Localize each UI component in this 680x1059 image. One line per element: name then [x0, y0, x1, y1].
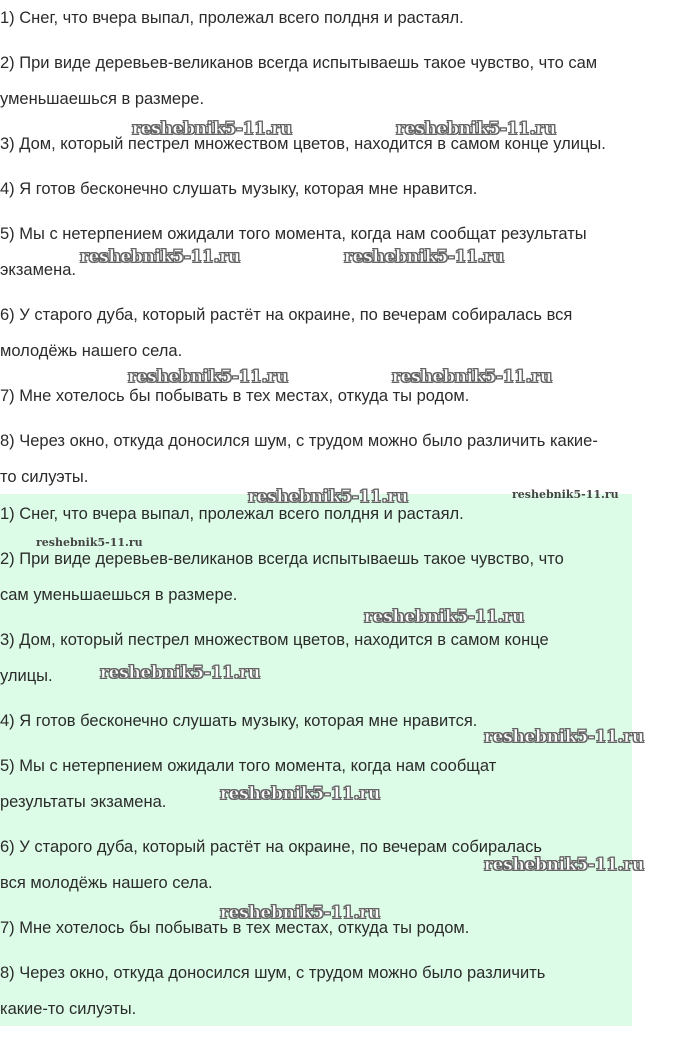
watermark: reshebnik5-11.ru — [364, 607, 524, 627]
watermark: reshebnik5-11.ru — [248, 487, 408, 507]
sentence-line: 1) Снег, что вчера выпал, пролежал всего полдня и растаял. — [0, 505, 464, 523]
sentence-line: 5) Мы с нетерпением ожидали того момента, когда нам сообщат — [0, 757, 497, 775]
watermark: reshebnik5-11.ru — [484, 727, 644, 747]
watermark: reshebnik5-11.ru — [132, 119, 292, 139]
sentence-line: 2) При виде деревьев-великанов всегда испытываешь такое чувство, что сам — [0, 54, 598, 72]
sentence-line: сам уменьшаешься в размере. — [0, 586, 238, 604]
sentence-line: 2) При виде деревьев-великанов всегда испытываешь такое чувство, что — [0, 550, 564, 568]
sentence-line: 1) Снег, что вчера выпал, пролежал всего полдня и растаял. — [0, 9, 464, 27]
sentence-line: 3) Дом, который пестрел множеством цветов, находится в самом конце — [0, 631, 549, 649]
sentence-line: уменьшаешься в размере. — [0, 90, 205, 108]
watermark: reshebnik5-11.ru — [100, 663, 260, 683]
sentence-line: 4) Я готов бесконечно слушать музыку, которая мне нравится. — [0, 180, 478, 198]
sentence-line: 4) Я готов бесконечно слушать музыку, которая мне нравится. — [0, 712, 478, 730]
sentence-line: 3) Дом, который пестрел множеством цветов, находится в самом конце улицы. — [0, 135, 606, 153]
sentence-line: 7) Мне хотелось бы побывать в тех местах, откуда ты родом. — [0, 919, 470, 937]
sentence-line: 6) У старого дуба, который растёт на окраине, по вечерам собиралась — [0, 838, 542, 856]
sentence-line: экзамена. — [0, 261, 76, 279]
watermark: reshebnik5-11.ru — [220, 903, 380, 923]
sentence-line: результаты экзамена. — [0, 793, 167, 811]
sentence-line: то силуэты. — [0, 468, 89, 486]
sentence-line: 5) Мы с нетерпением ожидали того момента, когда нам сообщат результаты — [0, 225, 587, 243]
watermark: reshebnik5-11.ru — [80, 247, 240, 267]
watermark-small: reshebnik5-11.ru — [512, 488, 619, 501]
watermark: reshebnik5-11.ru — [484, 855, 644, 875]
sentence-line: молодёжь нашего села. — [0, 342, 183, 360]
watermark: reshebnik5-11.ru — [220, 784, 380, 804]
sentence-line: какие-то силуэты. — [0, 1000, 137, 1018]
sentence-line: улицы. — [0, 667, 53, 685]
watermark-small: reshebnik5-11.ru — [36, 536, 143, 549]
sentences-block-answer — [0, 494, 632, 1026]
sentence-line: вся молодёжь нашего села. — [0, 874, 213, 892]
sentence-line: 6) У старого дуба, который растёт на окраине, по вечерам собиралась вся — [0, 306, 573, 324]
watermark: reshebnik5-11.ru — [392, 367, 552, 387]
sentence-line: 8) Через окно, откуда доносился шум, с трудом можно было различить — [0, 964, 546, 982]
watermark: reshebnik5-11.ru — [396, 119, 556, 139]
watermark: reshebnik5-11.ru — [344, 247, 504, 267]
sentence-line: 7) Мне хотелось бы побывать в тех местах, откуда ты родом. — [0, 387, 470, 405]
watermark: reshebnik5-11.ru — [128, 367, 288, 387]
sentence-line: 8) Через окно, откуда доносился шум, с трудом можно было различить какие- — [0, 432, 598, 450]
